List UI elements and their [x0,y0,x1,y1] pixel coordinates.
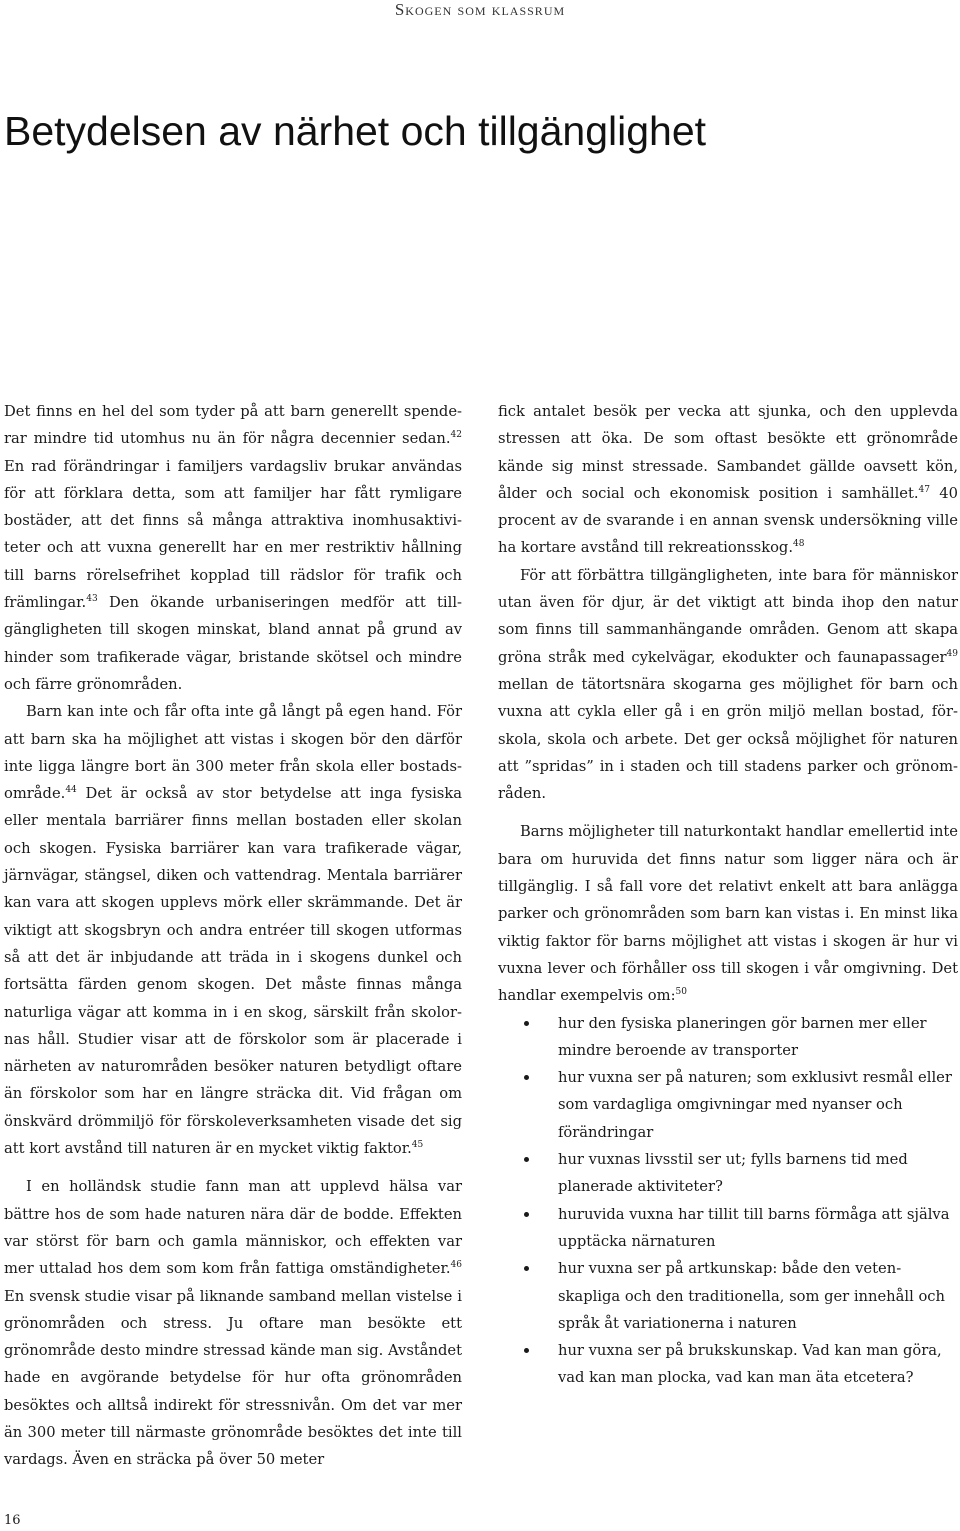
list-item [558,1146,958,1201]
list-item-text: hur vuxnas livsstil ser ut; fylls barnens tid med planerade aktiviteter? [558,1151,908,1196]
paragraph-6 [498,818,958,1009]
paragraph-2 [4,698,462,1162]
running-head: Skogen som klassrum [394,0,566,19]
text-run: En rad förändringar i familjers vardagsliv brukar användas för att förklara detta, som att familjer har fått rymligare bostäder, att det finns så många attraktiva inomhusaktiviteter och att vuxna generellt har en mer restriktiv hållning till barns rörelsefrihet kopplad till rädslor för trafik och främlingar. [4,457,462,612]
list-item [558,1010,958,1065]
text-run: fick antalet besök per vecka att sjunka, och den upplevda stressen att öka. De som oftast besökte ett grönområde kände sig minst stressade. Sambandet gällde oavsett kön, ålder och social och ekonomisk position i samhället. [498,403,958,502]
footnote-ref-45: 45 [411,1140,424,1151]
text-run: För att förbättra tillgängligheten, inte bara för människor utan även för djur, är det viktigt att binda ihop den natur som finns till sammanhängande områden. Genom att skapa gröna stråk med cykelvägar, ekodukter och faunapassager [498,566,958,666]
footnote-ref-49: 49 [946,648,958,659]
list-item-text: hur vuxna ser på naturen; som exklusivt resmål eller som vardagliga omgivningar med nyanser och förändringar [558,1069,952,1141]
bullet-icon [524,1021,529,1026]
text-run: mellan de tätortsnära skogarna ges möjlighet för barn och vuxna att cykla eller gå i en grön miljö mellan bostad, förskola, skola och arbete. Det ger också möjlighet för naturen att ”spridas” in i staden och till stadens parker och grönområden. [498,675,958,803]
list-item-text: hur vuxna ser på artkunskap: både den vetenskapliga och den traditionella, som ger innehåll och språk åt variationerna i naturen [558,1260,945,1332]
text-run: En svensk studie visar på liknande samband mellan vistelse i grönområden och stress. Ju oftare man besökte ett grönområde desto mindre stressad kände man sig. Avståndet hade en avgörande betydelse för hur ofta grönområden besöktes och alltså indirekt för stressnivån. Om det var mer än 300 meter till närmaste grönområde besöktes det inte till vardags. Även en sträcka på över 50 meter [4,1287,462,1469]
text-run: I en holländsk studie fann man att upplevd hälsa var bättre hos de som hade naturen nära där de bodde. Effekten var störst för barn och gamla människor, och effekten var mer uttalad hos dem som kom från fattiga omständigheter. [4,1178,462,1278]
list-item-text: hur den fysiska planeringen gör barnen mer eller mindre beroende av transporter [558,1014,927,1059]
bullet-icon [524,1348,529,1353]
bullet-icon [524,1266,529,1271]
bullet-icon [524,1212,529,1217]
bullet-list [498,1010,958,1392]
paragraph-4 [498,398,958,562]
right-column [498,398,958,1392]
left-column [4,398,462,1474]
bullet-icon [524,1157,529,1162]
footnote-ref-50: 50 [675,987,687,998]
list-item [558,1201,958,1256]
footnote-ref-46: 46 [450,1260,462,1271]
footnote-ref-42: 42 [450,430,462,441]
text-run: Det finns en hel del som tyder på att barn generellt spenderar mindre tid utomhus nu än för några decennier sedan. [4,403,462,448]
paragraph-5 [498,562,958,808]
text-run: Barns möjligheter till naturkontakt handlar emellertid inte bara om huruvida det finns natur som ligger nära och är tillgänglig. I så fall vore det relativt enkelt att bara anlägga parker och grönområden som barn kan vistas i. En minst lika viktig faktor för barns möjlighet att vistas i skogen är hur vi vuxna lever och förhåller oss till skogen i vår omgivning. Det handlar exempelvis om: [498,823,958,1005]
paragraph-3 [4,1173,462,1473]
text-run: Den ökande urbaniseringen medför att tillgängligheten till skogen minskat, bland annat på grund av hinder som trafikerade vägar, bristande skötsel och mindre och färre grönområden. [4,594,462,693]
list-item-text: huruvida vuxna har tillit till barns förmåga att själva upptäcka närnaturen [558,1205,950,1250]
list-item-text: hur vuxna ser på brukskunskap. Vad kan man göra, vad kan man plocka, vad kan man äta etcetera? [558,1342,942,1387]
text-run: Det är också av stor betydelse att inga fysiska eller mentala barriärer finns mellan bostaden eller skolan och skogen. Fysiska barriärer kan vara trafikerade vägar, järnvägar, stängsel, diken och vattendrag. Mentala barriärer kan vara att skogen upplevs mörk eller skrämmande. Det är viktigt att skogsbryn och andra entréer till skogen utformas så att det är inbjudande att träda in i skogens dunkel och fortsätta färden genom skogen. Det måste finnas många naturliga vägar att komma in i en skog, särskilt från skolornas håll. Studier visar att de förskolor som är placerade i närheten av naturområden besöker naturen betydligt oftare än förskolor som har en längre sträcka dit. Vid frågan om önskvärd drömmiljö för förskoleverksamheten visade det sig att kort avstånd till naturen är en mycket viktig faktor. [4,785,462,1158]
paragraph-1 [4,398,462,698]
list-item [558,1255,958,1337]
list-item [558,1337,958,1392]
footnote-ref-47: 47 [918,484,930,495]
text-run: 40 procent av de svarande i en annan svensk undersökning ville ha kortare avstånd till rekreationsskog. [498,484,959,557]
list-item [558,1064,958,1146]
footnote-ref-44: 44 [65,785,77,796]
bullet-icon [524,1075,529,1080]
footnote-ref-48: 48 [793,539,805,550]
footnote-ref-43: 43 [86,594,98,605]
page-number: 16 [4,1513,21,1528]
page-title: Betydelsen av närhet och tillgänglighet [4,108,707,154]
text-run: Barn kan inte och får ofta inte gå långt på egen hand. För att barn ska ha möjlighet att vistas i skogen bör den därför inte ligga längre bort än 300 meter från skola eller bostadsområde. [4,703,462,803]
